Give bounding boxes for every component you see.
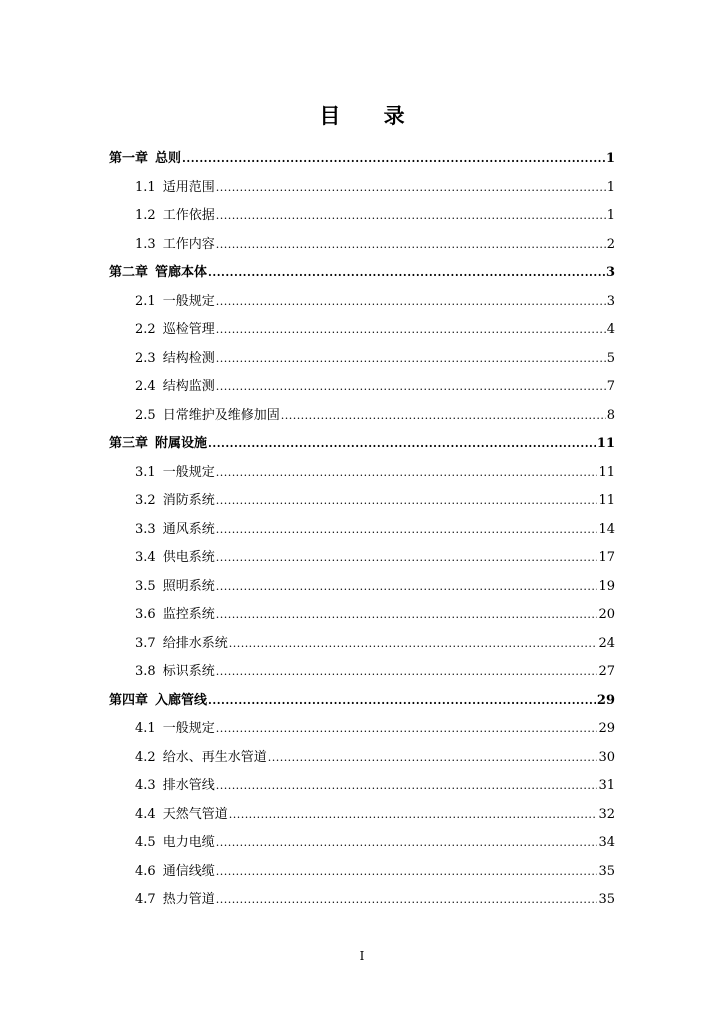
toc-entry-number: 2.2 bbox=[135, 322, 156, 337]
toc-entry-title: 消防系统 bbox=[162, 493, 215, 508]
toc-entry-number: 第一章 bbox=[109, 151, 149, 166]
toc-entry-title: 监控系统 bbox=[162, 607, 215, 622]
toc-entry-title: 标识系统 bbox=[162, 664, 215, 679]
toc-entry-title: 电力电缆 bbox=[162, 835, 215, 850]
toc-entry-page-number: 5 bbox=[606, 350, 615, 366]
toc-entry-page-number: 2 bbox=[606, 236, 615, 252]
toc-entry-number: 3.3 bbox=[135, 521, 156, 537]
toc-dot-leader bbox=[216, 288, 606, 317]
toc-entry-title: 巡检管理 bbox=[162, 322, 215, 337]
toc-dot-leader bbox=[216, 601, 598, 630]
toc-dot-leader bbox=[216, 345, 606, 374]
toc-entry-title: 适用范围 bbox=[162, 179, 215, 195]
toc-section-entry[interactable] bbox=[109, 886, 615, 915]
toc-entry-title: 管廊本体 bbox=[155, 265, 208, 280]
toc-entry-title: 给水、再生水管道 bbox=[162, 749, 267, 765]
toc-entry-number: 3.4 bbox=[135, 550, 156, 565]
toc-section-entry[interactable] bbox=[109, 516, 615, 545]
toc-dot-leader bbox=[208, 687, 596, 716]
toc-entry-page-number: 11 bbox=[598, 493, 615, 508]
toc-entry-title: 热力管道 bbox=[162, 892, 215, 907]
toc-dot-leader bbox=[208, 430, 596, 459]
toc-entry-title: 入廊管线 bbox=[155, 692, 208, 708]
toc-chapter-entry[interactable] bbox=[109, 145, 615, 174]
toc-section-entry[interactable] bbox=[109, 829, 615, 858]
toc-entry-page-number: 30 bbox=[598, 749, 615, 765]
toc-section-entry[interactable] bbox=[109, 630, 615, 659]
toc-entry-page-number: 35 bbox=[598, 892, 615, 907]
toc-entry-page-number: 24 bbox=[598, 635, 615, 651]
toc-entry-page-number: 29 bbox=[596, 692, 615, 708]
toc-dot-leader bbox=[216, 544, 598, 573]
toc-entry-page-number: 11 bbox=[598, 464, 615, 480]
toc-entry-page-number: 20 bbox=[598, 607, 615, 622]
toc-dot-leader bbox=[216, 573, 598, 602]
toc-section-entry[interactable] bbox=[109, 573, 615, 602]
toc-entry-title: 天然气管道 bbox=[162, 806, 228, 822]
toc-entry-number: 3.6 bbox=[135, 607, 156, 622]
toc-entry-page-number: 29 bbox=[598, 721, 615, 736]
toc-entry-page-number: 7 bbox=[606, 379, 615, 394]
toc-entry-number: 2.1 bbox=[135, 293, 156, 309]
toc-entry-number: 第三章 bbox=[109, 436, 149, 451]
toc-entry-number: 1.3 bbox=[135, 236, 156, 252]
toc-dot-leader bbox=[229, 630, 598, 659]
toc-dot-leader bbox=[216, 886, 598, 915]
toc-entry-number: 1.1 bbox=[135, 179, 156, 195]
toc-entry-page-number: 34 bbox=[598, 835, 615, 850]
toc-dot-leader bbox=[216, 858, 598, 887]
toc-dot-leader bbox=[216, 174, 606, 203]
toc-entry-page-number: 3 bbox=[606, 293, 615, 309]
toc-entry-page-number: 31 bbox=[598, 778, 615, 793]
toc-entry-page-number: 32 bbox=[598, 806, 615, 822]
toc-section-entry[interactable] bbox=[109, 231, 615, 260]
toc-entry-page-number: 19 bbox=[598, 578, 615, 594]
toc-chapter-entry[interactable] bbox=[109, 687, 615, 716]
toc-entry-page-number: 8 bbox=[606, 407, 615, 423]
toc-entry-title: 一般规定 bbox=[162, 293, 215, 309]
toc-section-entry[interactable] bbox=[109, 373, 615, 402]
toc-entry-title: 日常维护及维修加固 bbox=[162, 407, 280, 423]
toc-entry-title: 给排水系统 bbox=[162, 635, 228, 651]
toc-entry-number: 3.2 bbox=[135, 493, 156, 508]
toc-dot-leader bbox=[216, 231, 606, 260]
toc-dot-leader bbox=[216, 516, 598, 545]
toc-entry-page-number: 1 bbox=[606, 208, 615, 223]
toc-dot-leader bbox=[182, 145, 605, 174]
toc-entry-title: 附属设施 bbox=[155, 436, 208, 451]
toc-entry-page-number: 27 bbox=[598, 664, 615, 679]
toc-chapter-entry[interactable] bbox=[109, 430, 615, 459]
table-of-contents bbox=[109, 145, 615, 915]
toc-entry-number: 2.5 bbox=[135, 407, 156, 423]
toc-entry-title: 结构检测 bbox=[162, 350, 215, 366]
toc-section-entry[interactable] bbox=[109, 601, 615, 630]
toc-dot-leader bbox=[216, 459, 598, 488]
toc-entry-page-number: 35 bbox=[598, 863, 615, 879]
toc-entry-number: 4.4 bbox=[135, 806, 156, 822]
page-number: I bbox=[359, 949, 365, 963]
toc-entry-page-number: 3 bbox=[605, 265, 615, 280]
toc-entry-number: 2.3 bbox=[135, 350, 156, 366]
toc-section-entry[interactable] bbox=[109, 658, 615, 687]
toc-entry-title: 排水管线 bbox=[162, 778, 215, 793]
toc-entry-page-number: 14 bbox=[598, 521, 615, 537]
toc-entry-page-number: 17 bbox=[598, 550, 615, 565]
toc-entry-title: 结构监测 bbox=[162, 379, 215, 394]
toc-entry-number: 第二章 bbox=[109, 265, 149, 280]
toc-dot-leader bbox=[216, 715, 598, 744]
toc-entry-number: 4.5 bbox=[135, 835, 156, 850]
toc-dot-leader bbox=[216, 202, 606, 231]
toc-entry-number: 4.6 bbox=[135, 863, 156, 879]
page-title: 目 录 bbox=[319, 103, 423, 128]
toc-section-entry[interactable] bbox=[109, 487, 615, 516]
toc-section-entry[interactable] bbox=[109, 345, 615, 374]
toc-section-entry[interactable] bbox=[109, 858, 615, 887]
toc-section-entry[interactable] bbox=[109, 459, 615, 488]
toc-dot-leader bbox=[216, 487, 598, 516]
toc-entry-number: 1.2 bbox=[135, 208, 156, 223]
toc-entry-title: 总则 bbox=[155, 151, 182, 166]
toc-entry-number: 4.2 bbox=[135, 749, 156, 765]
toc-entry-number: 2.4 bbox=[135, 379, 156, 394]
toc-dot-leader bbox=[268, 744, 598, 773]
toc-entry-title: 工作依据 bbox=[162, 208, 215, 223]
toc-entry-number: 3.1 bbox=[135, 464, 156, 480]
toc-entry-title: 通风系统 bbox=[162, 521, 215, 537]
toc-entry-title: 工作内容 bbox=[162, 236, 215, 252]
toc-entry-page-number: 11 bbox=[596, 436, 615, 451]
toc-entry-title: 通信线缆 bbox=[162, 863, 215, 879]
toc-dot-leader bbox=[216, 658, 598, 687]
toc-dot-leader bbox=[216, 829, 598, 858]
toc-section-entry[interactable] bbox=[109, 316, 615, 345]
toc-chapter-entry[interactable] bbox=[109, 259, 615, 288]
toc-entry-page-number: 4 bbox=[606, 322, 615, 337]
toc-entry-number: 4.3 bbox=[135, 778, 156, 793]
toc-entry-title: 一般规定 bbox=[162, 464, 215, 480]
toc-entry-number: 4.1 bbox=[135, 721, 156, 736]
toc-section-entry[interactable] bbox=[109, 772, 615, 801]
toc-dot-leader bbox=[208, 259, 605, 288]
toc-section-entry[interactable] bbox=[109, 202, 615, 231]
toc-entry-title: 照明系统 bbox=[162, 578, 215, 594]
toc-entry-number: 3.8 bbox=[135, 664, 156, 679]
toc-entry-number: 3.5 bbox=[135, 578, 156, 594]
toc-section-entry[interactable] bbox=[109, 801, 615, 830]
toc-entry-number: 3.7 bbox=[135, 635, 156, 651]
toc-entry-page-number: 1 bbox=[605, 151, 615, 166]
toc-dot-leader bbox=[216, 316, 606, 345]
toc-section-entry[interactable] bbox=[109, 288, 615, 317]
toc-entry-page-number: 1 bbox=[606, 179, 615, 195]
toc-dot-leader bbox=[216, 373, 606, 402]
toc-entry-title: 一般规定 bbox=[162, 721, 215, 736]
toc-dot-leader bbox=[216, 772, 598, 801]
toc-section-entry[interactable] bbox=[109, 744, 615, 773]
toc-entry-number: 第四章 bbox=[109, 692, 149, 708]
toc-section-entry[interactable] bbox=[109, 174, 615, 203]
toc-entry-title: 供电系统 bbox=[162, 550, 215, 565]
toc-entry-number: 4.7 bbox=[135, 892, 156, 907]
toc-section-entry[interactable] bbox=[109, 715, 615, 744]
toc-section-entry[interactable] bbox=[109, 402, 615, 431]
toc-section-entry[interactable] bbox=[109, 544, 615, 573]
toc-dot-leader bbox=[281, 402, 606, 431]
toc-dot-leader bbox=[229, 801, 598, 830]
